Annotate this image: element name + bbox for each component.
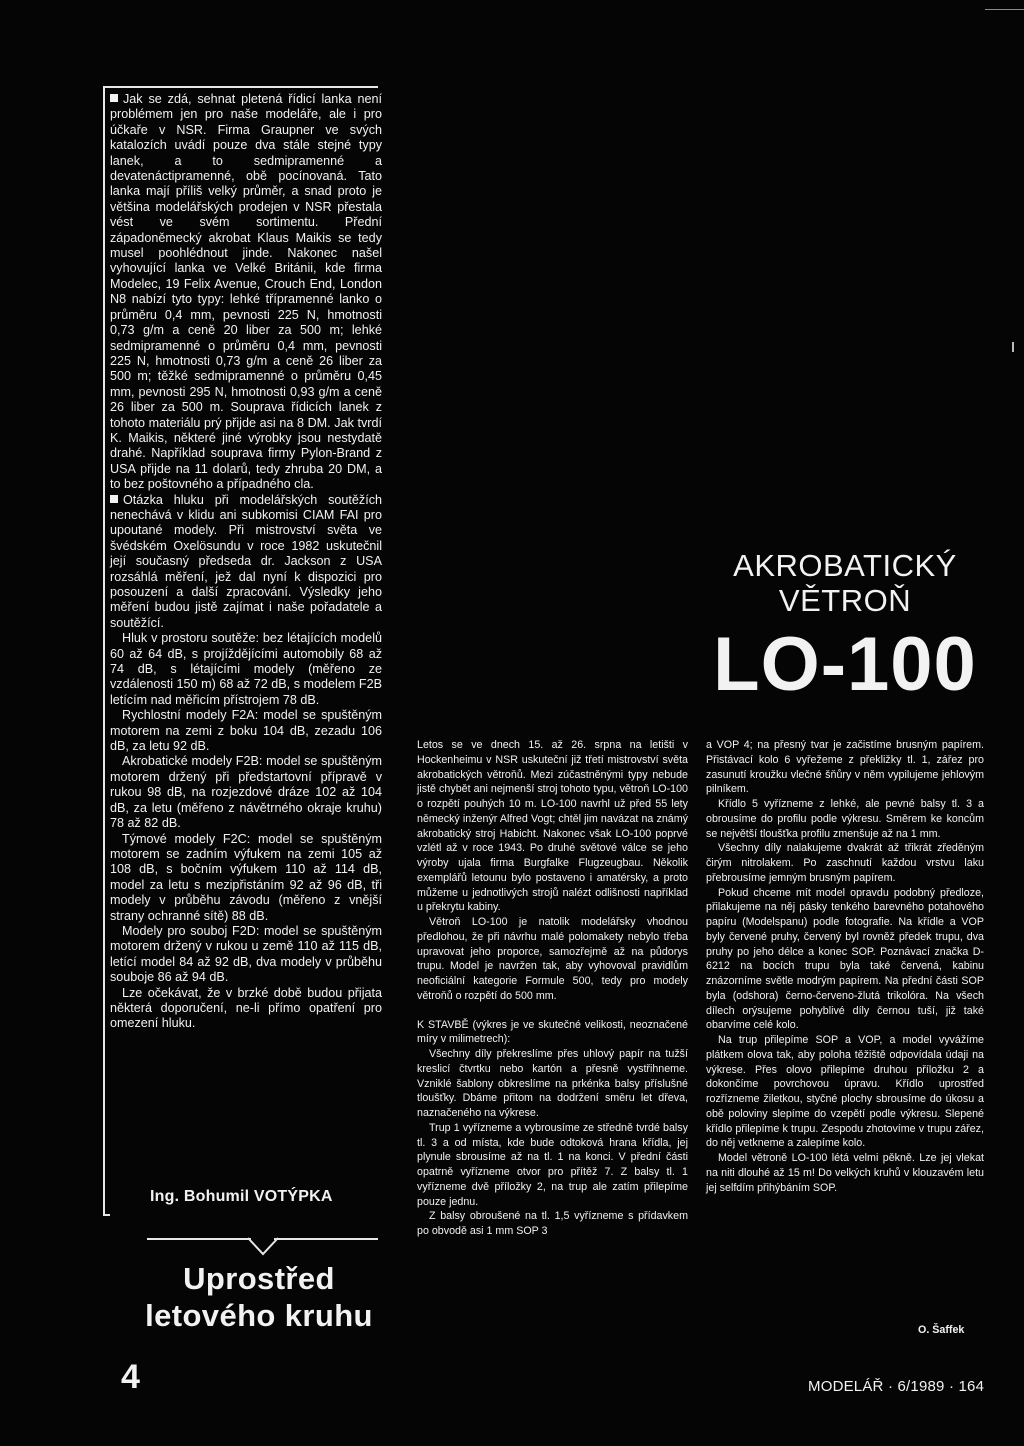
top-edge-line xyxy=(985,9,1024,10)
v-divider-icon xyxy=(247,1234,279,1256)
column-rule-left xyxy=(103,86,105,1216)
note-paragraph: Otázka hluku při modelářských soutěžích nenechává v klidu ani subkomisi CIAM FAI pro upoutané modely. Při mistrovství světa ve švédském Oxelösundu v roce 1982 uskutečnil její současný předseda dr. Jackson z USA rozsáhlá měření, jež dal nyní k dispozici pro posouzení a další zpracování. Výsledky jeho měření budou jistě zajímat i naše pořadatele a soutěžící. xyxy=(110,492,382,630)
article-paragraph: Model větroně LO-100 létá velmi pěkně. Lze jej vlekat na niti dlouhé až 15 m! Do velkých kruhů v klouzavém letu jej selfdím přihýbáním SOP. xyxy=(706,1152,984,1194)
note-paragraph: Hluk v prostoru soutěže: bez létajících modelů 60 až 64 dB, s projíždějícími automobily 68 až 74 dB, s létajícími modely (měřeno ze vzdálenosti 150 m) 68 až 72 dB, s modelem F2B letícím nad měřicím přístrojem 78 dB. xyxy=(110,631,382,707)
article-column-right xyxy=(706,738,984,1195)
article-paragraph: Křídlo 5 vyřízneme z lehké, ale pevné balsy tl. 3 a obrousíme do profilu podle výkresu. Směrem ke koncům se největší tloušťka profilu zmenšuje až na 1 mm. xyxy=(706,798,984,840)
article-paragraph: K STAVBĚ (výkres je ve skutečné velikosti, neoznačené míry v milimetrech): xyxy=(417,1018,688,1046)
notes-column xyxy=(110,92,382,1032)
article-paragraph: Všechny díly překreslíme přes uhlový papír na tužší kreslicí čtvrtku nebo kartón a přesně vystřihneme. Vzniklé šablony obkreslíme na prkénka balsy příslušné tloušťky. Dbáme přitom na dodržení směru let dřeva, naznačeného na výkrese. xyxy=(417,1048,688,1119)
article-paragraph: Z balsy obroušené na tl. 1,5 vyřízneme s přídavkem po obvodě asi 1 mm SOP 3 xyxy=(417,1210,688,1237)
bullet-icon xyxy=(110,495,118,503)
author-name: Ing. Bohumil VOTÝPKA xyxy=(150,1188,333,1205)
article-paragraph: Trup 1 vyřízneme a vybrousíme ze středně tvrdé balsy tl. 3 a od místa, kde bude odtoková hrana křídla, jej plynule sbrousíme až na tl. 1 na konci. V přední části opatrně vyřízneme otvor pro přítěž 7. Z balsy tl. 1 vyřízneme dvě příložky 2, na trup ale zatím přilepíme pouze jednu. xyxy=(417,1121,688,1208)
model-name-title: LO-100 xyxy=(713,622,977,707)
article-paragraph: Větroň LO-100 je natolik modelářsky vhodnou předlohou, že při návrhu malé polomakety nebylo třeba upravovat jeho proporce, samozřejmě až na půdorys trupu. Model je navržen tak, aby vyhovoval pravidlům neoficiální kategorie Formule 500, tedy pro modely větroňů o rozpětí do 500 mm. xyxy=(417,916,688,1002)
margin-mark xyxy=(1012,342,1014,352)
article-paragraph: Na trup přilepíme SOP a VOP, a model vyvážíme plátkem olova tak, aby poloha těžiště odpovídala údaji na výkrese. Přes olovo přilepíme druhou příložku 2 a dokončíme povrchovou úpravu. Křídlo uprostřed rozřízneme žiletkou, styčné plochy sbrousíme do úkosu a obě poloviny slepíme do vzepětí podle výkresu. Slepené křídlo přilepíme k trupu. Zespodu zhotovíme v trupu zářez, do něj vetkneme a zalepíme kolo. xyxy=(706,1034,984,1150)
article-paragraph: a VOP 4; na přesný tvar je začistíme brusným papírem. Přistávací kolo 6 vyřežeme z překližky tl. 1, zářez pro zasunutí kroužku vlečné šňůry v něm vypilujeme jehlovým pilníkem. xyxy=(706,739,984,796)
note-paragraph: Jak se zdá, sehnat pletená řídicí lanka není problémem jen pro naše modeláře, ale i pro účkaře v NSR. Firma Graupner ve svých katalozích uvádí pouze dva stále stejné typy lanek, a to sedmipramenné a devatenáctipramenné, obě pocínovaná. Tato lanka mají příliš velký průměr, a snad proto je většina modelářských prodejen v NSR přestala vést ve svém sortimentu. Přední západoněmecký akrobat Klaus Maikis se tedy musel poohlédnout jinde. Nakonec našel vyhovující lanka ve Velké Británii, kde firma Modelec, 19 Felix Avenue, Crouch End, London N8 nabízí tyto typy: lehké třípramenné lanko o průměru 0,4 mm, pevnosti 225 N, hmotnosti 0,73 g/m a ceně 20 liber za 500 m; lehké sedmipramenné o průměru 0,4 mm, pevnosti 225 N, hmotnosti 0,73 g/m a ceně 26 liber za 500 m; těžké sedmipramenné o průměru 0,45 mm, pevnosti 295 N, hmotnosti 0,93 g/m a ceně 26 liber za 500 m. Souprava řídicích lanek z tohoto materiálu prý přijde asi na 8 DM. Jak tvrdí K. Maikis, některé jiné výrobky jsou nestydatě drahé. Například souprava firmy Pylon-Brand z USA přijde na 11 dolarů, tedy zhruba 20 DM, a to bez poštovného a případného cla. xyxy=(110,92,382,492)
article-signature: O. Šaffek xyxy=(918,1324,965,1336)
article-paragraph: Pokud chceme mít model opravdu podobný předloze, přilakujeme na něj pásky tenkého barevného potahového papíru (Modelspanu) podle fotografie. Na křídle a VOP byly červené pruhy, červený byl rovněž předek trupu, dva pruhy po jeho délce a konec SOP. Poznávací značka D-6212 na bocích trupu byla také červená, kabinu znázorníme světle modrým papírem. Na přední části SOP byla (odshora) černo-červeno-žlutá trikolóra. Na všech dílech orýsujeme pohyblivé díly černou tuší, již také obarvíme celé kolo. xyxy=(706,886,984,1032)
note-paragraph: Modely pro souboj F2D: model se spuštěným motorem držený v rukou u země 110 až 115 dB, letící model 84 až 92 dB, dva modely v průběhu souboje 86 až 94 dB. xyxy=(110,923,382,985)
article-headline: AKROBATICKÝ VĚTROŇ xyxy=(733,548,957,618)
note-paragraph: Rychlostní modely F2A: model se spuštěným motorem na zemi z boku 104 dB, zezadu 106 dB, za letu 92 dB. xyxy=(110,708,382,754)
note-paragraph: Akrobatické modely F2B: model se spuštěným motorem držený při předstartovní přípravě v rukou 98 dB, na rozjezdové dráze 102 až 104 dB, za letu (měřeno z návětrného okraje kruhu) 78 až 82 dB. xyxy=(110,754,382,831)
article-paragraph: Všechny díly nalakujeme dvakrát až třikrát zředěným čirým nitrolakem. Po zaschnutí každou vrstvu laku přebrousíme jemným brusným papírem. xyxy=(706,842,984,884)
divider-line-left xyxy=(147,1238,251,1240)
section-title: Uprostřed letového kruhu xyxy=(145,1261,373,1333)
note-paragraph: Týmové modely F2C: model se spuštěným motorem se zadním výfukem na zemi 105 až 108 dB, s bočním výfukem 110 až 114 dB, model za letu s mezipřistáním 92 až 96 dB, tři modely v průběhu závodu (měřeno z vnější strany ochranné sítě) 88 dB. xyxy=(110,831,382,923)
column-rule-bottom xyxy=(103,1214,110,1216)
divider-line-right xyxy=(274,1238,378,1240)
page-number: 4 xyxy=(121,1358,140,1396)
article-paragraph: Letos se ve dnech 15. až 26. srpna na letišti v Hockenheimu v NSR uskuteční již třetí mistrovství světa akrobatických větroňů. Mezi zúčastněnými typy nebude jistě chybět ani nejmenší stroj tohoto typu, větroň LO-100 o rozpětí pouhých 10 m. LO-100 navrhl už před 55 lety německý inženýr Alfred Vogt; chtěl jim navázat na známý akrobatický stroj Habicht. Nakonec však LO-100 poprvé vzlétl až v roce 1943. Po druhé světové válce se jeho výroby ujala firma Burgfalke Flugzeugbau. Několik exemplářů letounu bylo postaveno i amatérsky, a proto můžeme u jednotlivých strojů nalézt odlišnosti například u překrytu kabiny. xyxy=(417,739,688,914)
magazine-footer: MODELÁŘ · 6/1989 · 164 xyxy=(808,1378,985,1395)
column-rule-top xyxy=(103,86,378,88)
article-column-middle xyxy=(417,738,688,1239)
note-paragraph: Lze očekávat, že v brzké době budou přijata některá doporučení, ne-li přímo opatření pro omezení hluku. xyxy=(110,985,382,1031)
bullet-icon xyxy=(110,94,118,102)
